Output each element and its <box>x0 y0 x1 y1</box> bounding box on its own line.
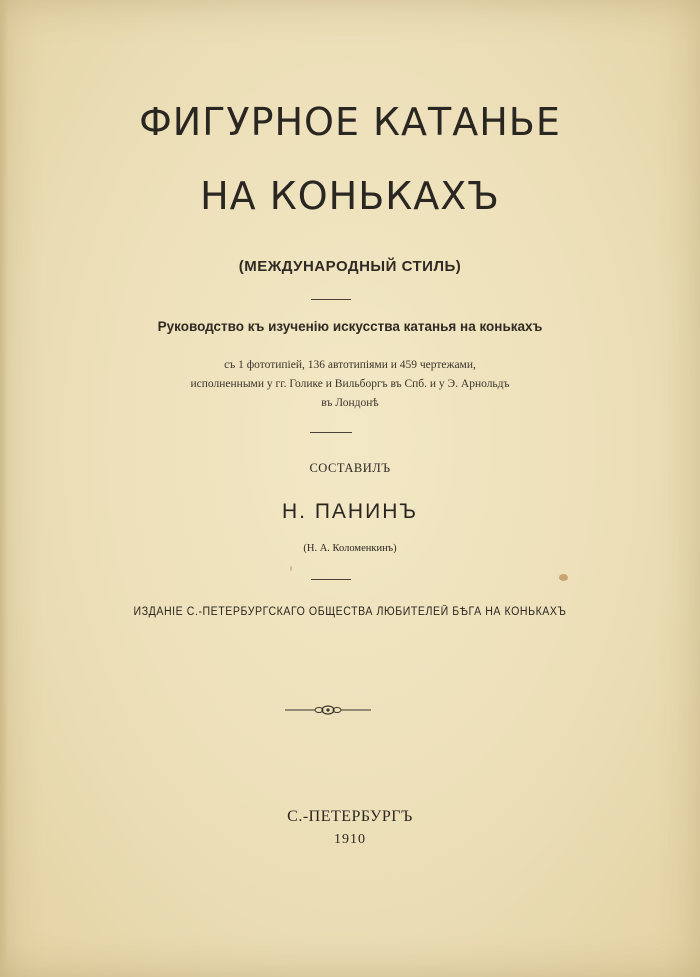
illustrations-line-3: въ Лондонѣ <box>321 397 379 409</box>
divider-rule <box>310 432 352 433</box>
paper-stain <box>290 566 292 571</box>
author-name: Н. ПАНИНЪ <box>282 500 418 523</box>
edition-statement: ИЗДАНІЕ С.-ПЕТЕРБУРГСКАГО ОБЩЕСТВА ЛЮБИТЕЛЕЙ БѢГА НА КОНЬКАХЪ <box>133 606 567 618</box>
publication-year: 1910 <box>334 832 366 847</box>
paper-stain <box>559 574 568 581</box>
divider-rule <box>311 299 351 300</box>
page-edge-shadow <box>0 0 8 977</box>
compiled-by-label: СОСТАВИЛЪ <box>309 461 391 475</box>
illustrations-line-2: исполненными у гг. Голике и Вильборгъ въ Спб. и у Э. Арнольдъ <box>190 378 510 390</box>
book-title-line-1: ФИГУРНОЕ КАТАНЬЕ <box>139 100 561 144</box>
divider-rule <box>311 579 351 580</box>
subtitle: Руководство къ изученію искусства катанья на конькахъ <box>157 319 543 334</box>
author-pseudonym: (Н. А. Коломенкинъ) <box>303 543 397 554</box>
ornament-icon <box>285 703 371 717</box>
illustrations-line-1: съ 1 фототипіей, 136 автотипіями и 459 чертежами, <box>224 359 476 371</box>
style-note: (МЕЖДУНАРОДНЫЙ СТИЛЬ) <box>238 258 462 275</box>
publication-city: С.-ПЕТЕРБУРГЪ <box>287 808 413 825</box>
book-title-line-2: НА КОНЬКАХЪ <box>200 174 500 218</box>
